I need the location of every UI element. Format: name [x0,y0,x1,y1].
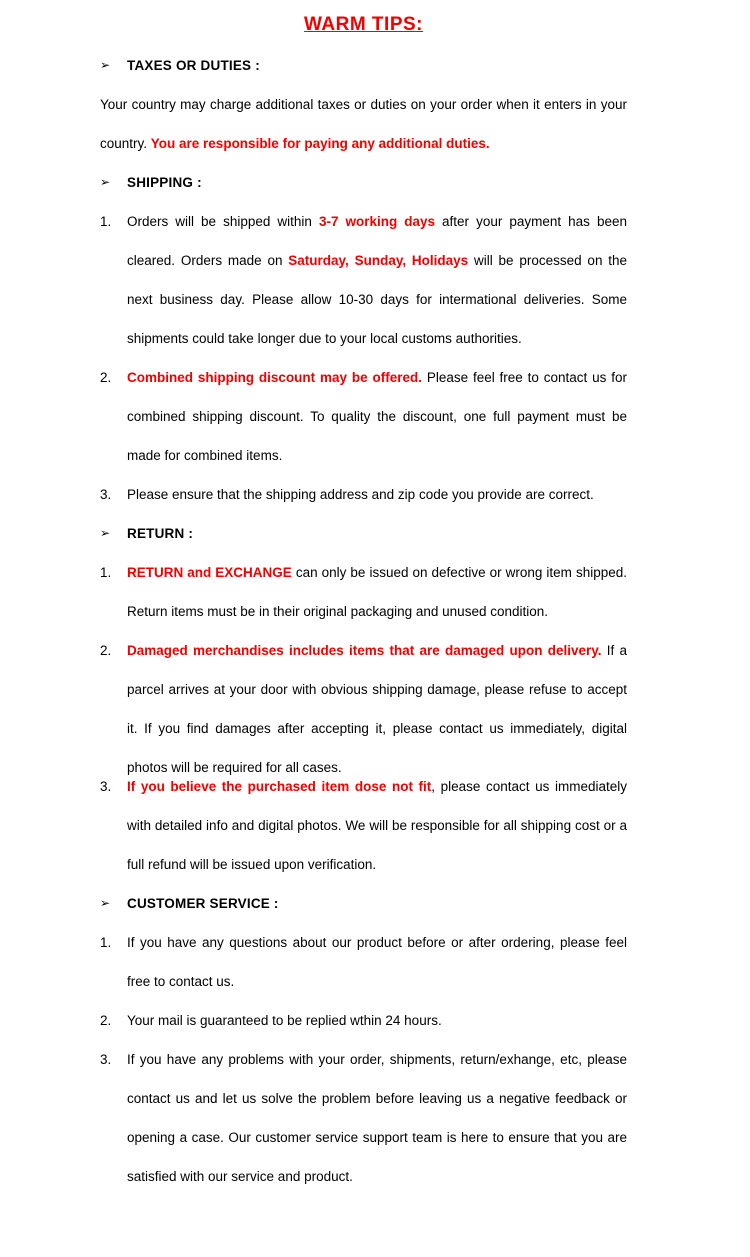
item-number: 1. [100,935,112,950]
text-segment: If you have any questions about our product before or after ordering, please feel free to contact us. [127,935,627,989]
text-segment: Damaged merchandises includes items that are damaged upon delivery. [127,643,602,658]
text-segment: Your country may charge additional taxes or duties on your order when it enters in your country. [100,97,627,151]
text-segment: Please feel free to contact us for combined shipping discount. To quality the discount, one full payment must be made for combined items. [127,370,627,463]
item-number: 2. [100,370,112,385]
item-text [127,631,627,787]
text-segment: can only be issued on defective or wrong item shipped. Return items must be in their original packaging and unused condition. [127,565,627,619]
item-text [127,1001,627,1040]
item-number: 2. [100,1013,112,1028]
text-segment: 3-7 working days [318,214,436,229]
page-title: WARM TIPS: [304,14,423,35]
section-heading [100,163,627,202]
numbered-item [100,631,627,787]
text-segment: Please ensure that the shipping address and zip code you provide are correct. [127,487,594,502]
item-number: 3. [100,779,112,794]
text-segment: Orders will be shipped within [127,214,319,229]
section-heading [100,514,627,553]
text-segment: Your mail is guaranteed to be replied wthin 24 hours. [127,1013,442,1028]
section-heading [100,46,627,85]
text-segment: If you believe the purchased item dose not fit [127,779,432,794]
item-text [127,1040,627,1196]
text-segment: You are responsible for paying any additional duties. [150,136,490,151]
text-segment: RETURN and EXCHANGE [127,565,292,580]
arrow-bullet-icon: ➢ [100,58,111,72]
item-text [127,358,627,475]
numbered-item [100,553,627,631]
item-number: 1. [100,214,112,229]
arrow-bullet-icon: ➢ [100,896,111,910]
numbered-item [100,358,627,475]
text-segment: If you have any problems with your order, shipments, return/exhange, etc, please contact us and let us solve the problem before leaving us a negative feedback or opening a case. Our customer service support team is here to ensure that you are satisfied with our service and product. [127,1052,627,1184]
text-segment: , please contact us immediately with detailed info and digital photos. We will be responsible for all shipping cost or a full refund will be issued upon verification. [127,779,627,872]
item-text [127,475,627,514]
item-text [127,923,627,1001]
item-number: 2. [100,643,112,658]
arrow-bullet-icon: ➢ [100,526,111,540]
numbered-item [100,1040,627,1196]
section-heading-label: RETURN : [127,526,194,541]
paragraph [100,85,627,163]
section-heading-label: TAXES OR DUTIES : [127,58,260,73]
section-heading-label: SHIPPING : [127,175,202,190]
text-segment: after your payment has been cleared. Orders made on [127,214,627,268]
item-text [127,202,627,358]
text-segment: Saturday, Sunday, Holidays [288,253,469,268]
text-segment: Combined shipping discount may be offered. [127,370,422,385]
item-number: 1. [100,565,112,580]
numbered-item [100,767,627,884]
numbered-item [100,923,627,1001]
text-segment: will be processed on the next business day. Please allow 10-30 days for intermational deliveries. Some shipments could take longer due to your local customs authorities. [127,253,628,346]
item-text [100,85,627,163]
item-number: 3. [100,1052,112,1067]
numbered-item [100,202,627,358]
numbered-item [100,475,627,514]
item-number: 3. [100,487,112,502]
tips-list [100,46,627,1196]
numbered-item [100,1001,627,1040]
item-text [127,553,627,631]
section-heading-label: CUSTOMER SERVICE : [127,896,279,911]
section-heading [100,884,627,923]
arrow-bullet-icon: ➢ [100,175,111,189]
text-segment: If a parcel arrives at your door with obvious shipping damage, please refuse to accept it. If you find damages after accepting it, please contact us immediately, digital photos will be required for all cases. [127,643,627,775]
item-text [127,767,627,884]
